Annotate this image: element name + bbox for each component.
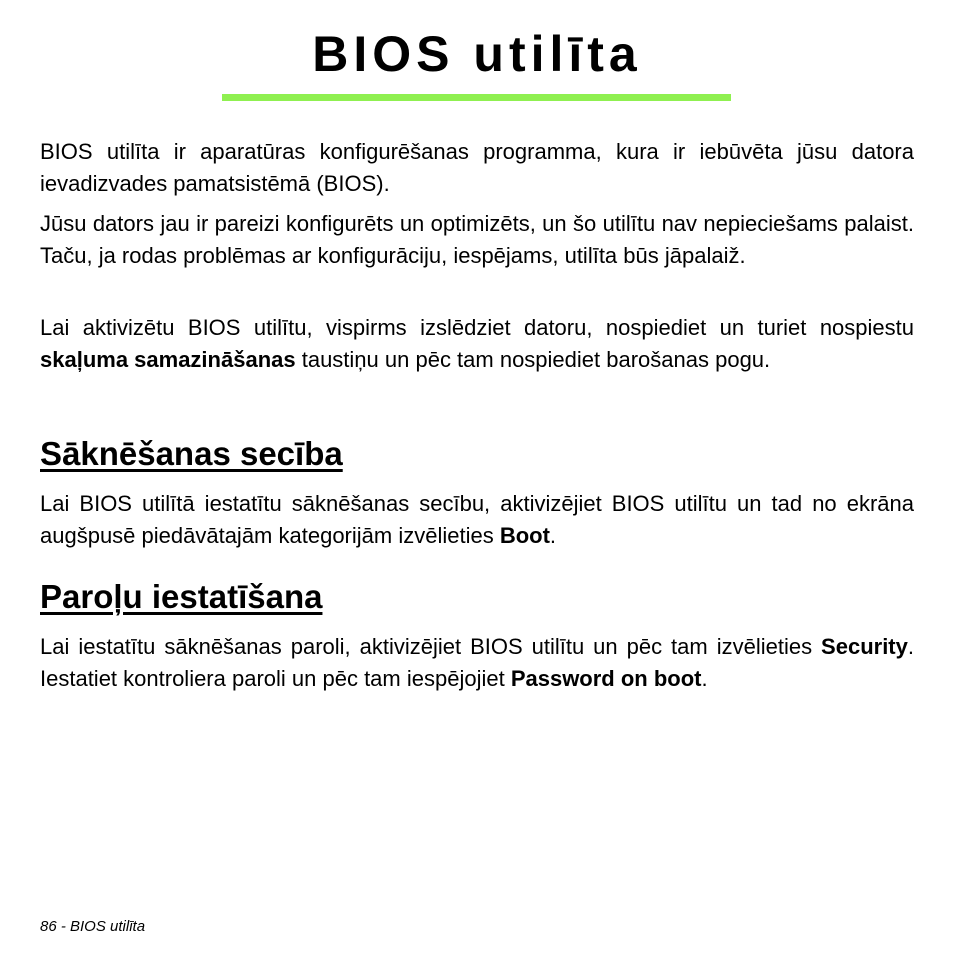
intro-paragraph-3-start: Lai aktivizētu BIOS utilītu, vispirms izslēdziet datoru, nospiediet un turiet nospiestu [40, 315, 914, 340]
intro-paragraph-3 [40, 312, 914, 376]
security-menu-label: Security [821, 634, 908, 659]
password-text-start: Lai iestatītu sāknēšanas paroli, aktivizējiet BIOS utilītu un pēc tam izvēlieties [40, 634, 822, 659]
page-title: BIOS utilīta [312, 26, 642, 82]
boot-menu-label: Boot [499, 523, 550, 548]
volume-down-key-label: skaļuma samazināšanas [40, 347, 296, 372]
intro-paragraph-2: Jūsu dators jau ir pareizi konfigurēts un optimizēts, un šo utilītu nav nepieciešams palaist. Taču, ja rodas problēmas ar konfigurāciju, iespējams, utilīta būs jāpalaiž. [40, 211, 914, 268]
password-text-middle: . Iestatiet kontroliera paroli un pēc tam iespējojiet [40, 634, 914, 691]
title-underline-bar [222, 94, 731, 101]
password-on-boot-label: Password on boot [510, 666, 702, 691]
boot-order-heading: Sāknēšanas secība [40, 435, 343, 472]
boot-order-paragraph [40, 488, 914, 552]
intro-paragraph-1: BIOS utilīta ir aparatūras konfigurēšanas programma, kura ir iebūvēta jūsu datora ievadizvades pamatsistēmā (BIOS). [40, 139, 914, 196]
intro-paragraph-3-end: taustiņu un pēc tam nospiediet barošanas pogu. [295, 347, 771, 372]
boot-order-text-start: Lai BIOS utilītā iestatītu sāknēšanas secību, aktivizējiet BIOS utilītu un tad no ekrāna augšpusē piedāvātajām kategorijām izvēlieties [40, 491, 914, 548]
password-settings-paragraph [40, 631, 914, 695]
boot-order-text-end: . [549, 523, 557, 548]
password-text-end: . [701, 666, 708, 691]
password-settings-heading: Paroļu iestatīšana [40, 578, 323, 615]
page-footer: 86 - BIOS utilīta [40, 918, 146, 935]
